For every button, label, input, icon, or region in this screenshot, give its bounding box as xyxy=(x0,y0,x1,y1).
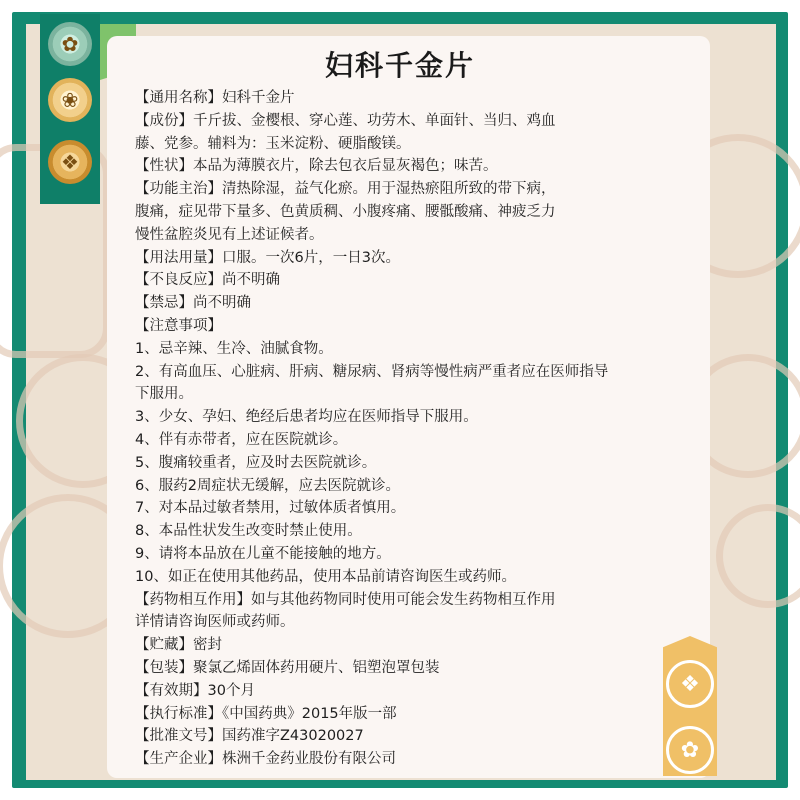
text-line: 4、伴有赤带者，应在医院就诊。 xyxy=(135,431,348,448)
text-line: 10、如正在使用其他药品，使用本品前请咨询医生或药师。 xyxy=(135,568,516,585)
text-line: 【用法用量】口服。一次6片，一日3次。 xyxy=(135,249,400,266)
text-line: 腹痛，症见带下量多、色黄质稠、小腹疼痛、腰骶酸痛、神疲乏力 xyxy=(135,203,556,220)
page-title: 妇科千金片 xyxy=(324,49,475,82)
text-line: 藤、党参。辅料为：玉米淀粉、硬脂酸镁。 xyxy=(135,135,411,152)
text-line: 【执行标准】《中国药典》2015年版一部 xyxy=(135,705,397,722)
text-line: 6、服药2周症状无缓解，应去医院就诊。 xyxy=(135,477,400,494)
decorative-pattern xyxy=(716,504,800,608)
text-line: 7、对本品过敏者禁用，过敏体质者慎用。 xyxy=(135,500,406,517)
instruction-text xyxy=(135,87,695,771)
text-line: 【性状】本品为薄膜衣片，除去包衣后显灰褐色；味苦。 xyxy=(135,158,498,175)
text-line: 9、请将本品放在儿童不能接触的地方。 xyxy=(135,545,391,562)
text-line: 8、本品性状发生改变时禁止使用。 xyxy=(135,523,362,540)
text-line: 2、有高血压、心脏病、肝病、糖尿病、肾病等慢性病严重者应在医师指导 xyxy=(135,363,609,380)
text-line: 【药物相互作用】如与其他药物同时使用可能会发生药物相互作用 xyxy=(135,591,556,608)
flower-medallion-icon: ✿ xyxy=(48,22,92,66)
text-line: 【通用名称】妇科千金片 xyxy=(135,90,295,106)
text-line: 5、腹痛较重者，应及时去医院就诊。 xyxy=(135,454,377,471)
longevity-symbol-icon: ❖ xyxy=(666,660,714,708)
text-line: 【成份】千斤拔、金樱根、穿心莲、功劳木、单面针、当归、鸡血 xyxy=(135,112,556,129)
longevity-symbol-icon: ❖ xyxy=(48,140,92,184)
text-line: 【贮藏】密封 xyxy=(135,637,222,654)
text-line: 【不良反应】尚不明确 xyxy=(135,272,280,289)
text-line: 【包装】聚氯乙烯固体药用硬片、铝塑泡罩包装 xyxy=(135,659,440,676)
text-line: 下服用。 xyxy=(135,386,193,403)
text-line: 3、少女、孕妇、绝经后患者均应在医师指导下服用。 xyxy=(135,409,478,426)
text-line: 【禁忌】尚不明确 xyxy=(135,295,251,312)
text-line: 【生产企业】株洲千金药业股份有限公司 xyxy=(135,751,396,768)
text-line: 慢性盆腔炎见有上述证候者。 xyxy=(135,226,324,243)
plum-blossom-icon: ❀ xyxy=(48,78,92,122)
text-line: 详情请咨询医师或药师。 xyxy=(135,614,295,631)
text-line: 1、忌辛辣、生冷、油腻食物。 xyxy=(135,340,333,357)
text-line: 【注意事项】 xyxy=(135,317,222,334)
text-line: 【批准文号】国药准字Z43020027 xyxy=(135,728,364,745)
text-line: 【有效期】30个月 xyxy=(135,682,255,699)
text-line: 【功能主治】清热除湿，益气化瘀。用于湿热瘀阻所致的带下病， xyxy=(135,181,556,198)
flower-medallion-icon: ✿ xyxy=(666,726,714,774)
